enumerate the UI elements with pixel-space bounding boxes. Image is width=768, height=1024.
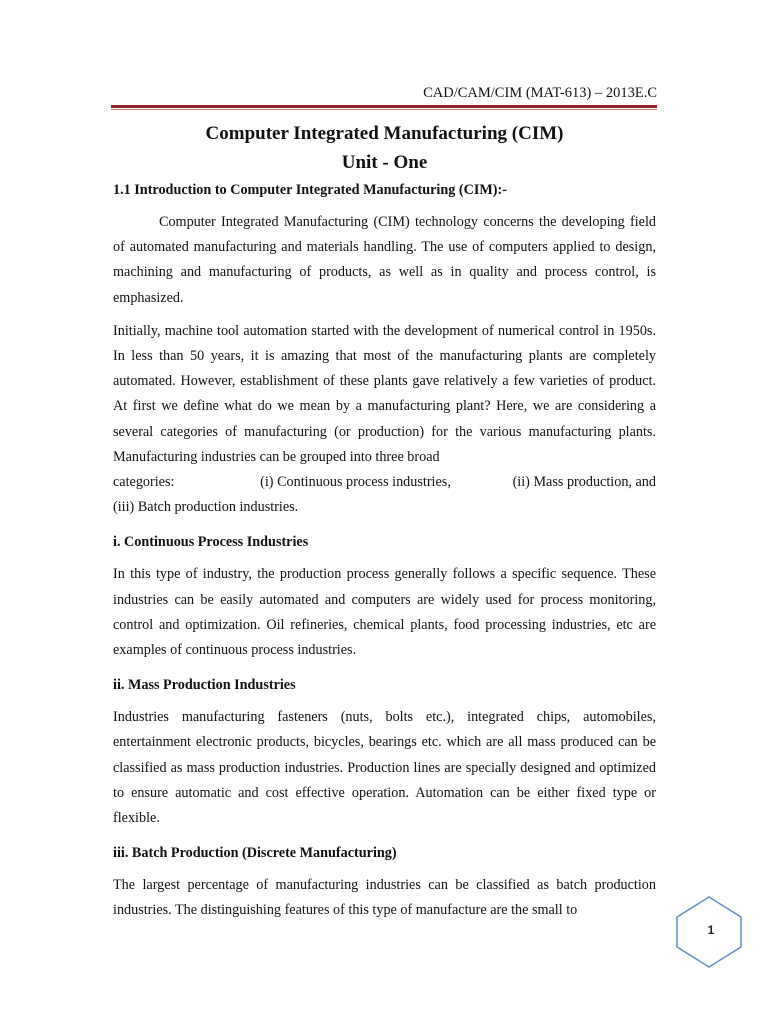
- page-number: 1: [707, 923, 715, 937]
- header-rule-thin: [111, 109, 657, 110]
- subsection-text-continuous: In this type of industry, the production process generally follows a specific sequence. These industries can be easily automated and computers are widely used for process monitoring, control and optimization. Oil refineries, chemical plants, food processing industries, etc are examples of continuous process industries.: [113, 566, 656, 659]
- categories-line-2: [113, 495, 656, 520]
- running-header: CAD/CAM/CIM (MAT-613) – 2013E.C: [423, 85, 657, 101]
- categories-line: [113, 470, 656, 495]
- history-paragraph: Initially, machine tool automation started with the development of numerical control in 1950s. In less than 50 years, it is amazing that most of the manufacturing plants are completely automated. However, establishment of these plants gave relatively a few varieties of product. At first we define what do we mean by a manufacturing plant? Here, we are considering a several categories of manufacturing (or production) for the various manufacturing plants. Manufacturing industries can be grouped into three broad: [113, 322, 656, 465]
- category-mass: (ii) Mass production, and: [512, 474, 656, 491]
- category-continuous: (i) Continuous process industries,: [260, 474, 451, 491]
- intro-paragraph: Computer Integrated Manufacturing (CIM) technology concerns the developing field of automated manufacturing and materials handling. The use of computers applied to design, machining and manufacturing of products, as well as in quality and process control, is emphasized.: [113, 214, 656, 306]
- subsection-heading-batch: iii. Batch Production (Discrete Manufacturing): [113, 845, 397, 862]
- section-heading: 1.1 Introduction to Computer Integrated Manufacturing (CIM):-: [113, 182, 507, 198]
- subsection-text-mass: Industries manufacturing fasteners (nuts, bolts etc.), integrated chips, automobiles, entertainment electronic products, bicycles, bearings etc. which are all mass produced can be classified as mass production industries. Production lines are specially designed and optimized to ensure automatic and cost effective operation. Automation can be either fixed type or flexible.: [113, 709, 656, 827]
- document-title: Computer Integrated Manufacturing (CIM): [205, 123, 564, 144]
- categories-label: categories:: [113, 474, 175, 491]
- header-rule: [111, 105, 657, 108]
- subsection-heading-continuous: i. Continuous Process Industries: [113, 534, 309, 551]
- subsection-text-batch: The largest percentage of manufacturing industries can be classified as batch production industries. The distinguishing features of this type of manufacture are the small to: [113, 877, 656, 919]
- page-body: [113, 120, 656, 932]
- subsection-heading-mass: ii. Mass Production Industries: [113, 677, 296, 694]
- category-batch: (iii) Batch production industries.: [113, 499, 299, 516]
- unit-title: Unit - One: [341, 152, 428, 173]
